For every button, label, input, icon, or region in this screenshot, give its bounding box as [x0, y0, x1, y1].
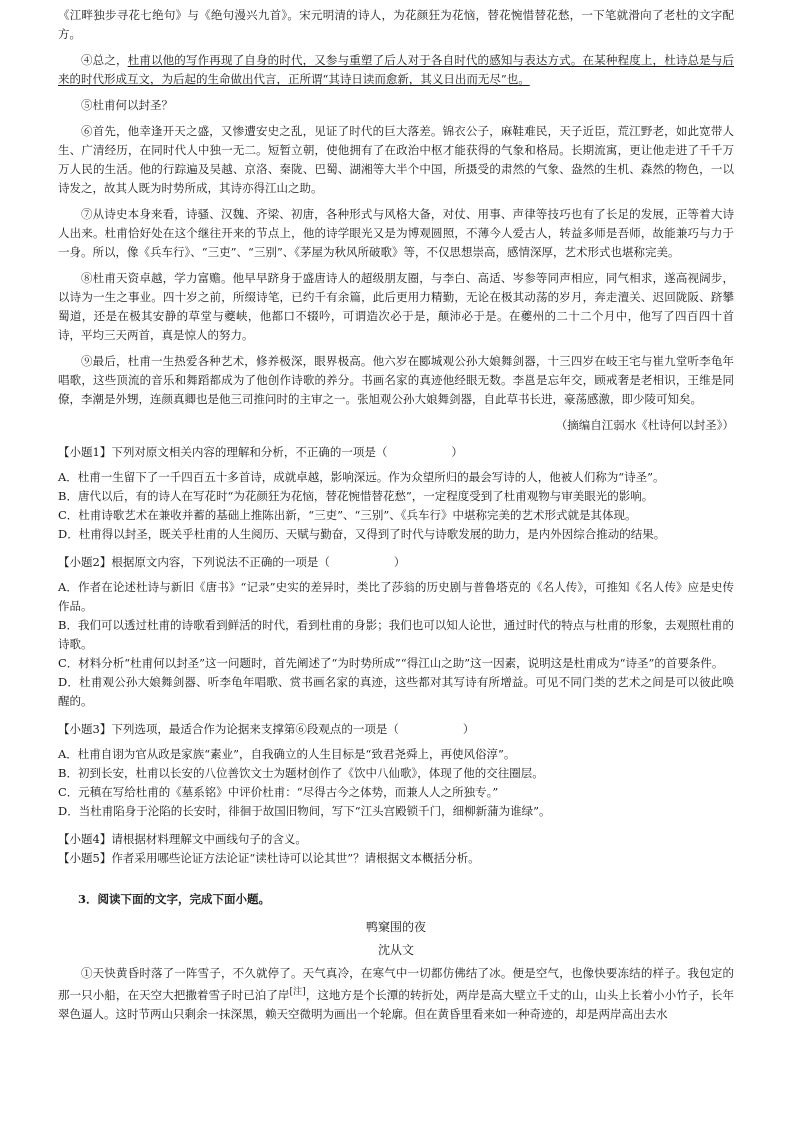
story-author: 沈从文	[377, 943, 414, 957]
question-4: 【小题4】请根据材料理解文中画线句子的含义。	[58, 832, 307, 846]
source-citation: （摘编自江弱水《杜诗何以封圣》）	[555, 418, 734, 432]
passage-top-paragraph: 《江畔独步寻花七绝句》与《绝句漫兴九首》。宋元明清的诗人，为花颜狂为花恼，替花惋惜替花愁，一下笔就滑向了老杜的文字配方。	[58, 8, 734, 41]
question-1-option-d: D．杜甫得以封圣，既关乎杜甫的人生阅历、天赋与勤奋，又得到了时代与诗歌发展的助力，是内外因综合推动的结果。	[58, 527, 666, 541]
question-3-stem-text: 【小题3】下列选项，最适合作为论据来支撑第⑥段观点的一项是（	[58, 722, 399, 736]
paragraph-5-question: ⑤杜甫何以封圣？	[81, 98, 173, 112]
paragraph-6: ⑥首先，他幸逢开天之盛，又惨遭安史之乱，见证了时代的巨大落差。锦衣公子，麻鞋难民，天子近臣，荒江野老，如此宽带人生、广清经历，在同时代人中独一无二。短暂立朝，使他拥有了在政治中枢才能获得的气象和格局。长期流寓，更让他走进了千千万万人民的生活。他的行踪遍及吴越、京洛、秦陇、巴蜀、湖湘等大半个中国，所摄受的肃然的气象、盎然的生机、森然的物色，一以诗发之，故其人既为时势所成，其诗亦得江山之助。	[58, 124, 734, 195]
paragraph-9: ⑨最后，杜甫一生热爱各种艺术，修养极深，眼界极高。他六岁在郾城观公孙大娘舞剑器，十三四岁在岐王宅与崔九堂听李龟年唱歌，这些顶流的音乐和舞蹈都成为了他创作诗歌的养分。书画名家的真迹他经眼无数。李邕是忘年交，顾戒奢是老相识，王维是同僚，李潮是外甥，连颜真卿也是他三司推问时的主审之一。张旭观公孙大娘舞剑器，自此草书长进，豪荡感激，即少陵可知矣。	[58, 354, 734, 406]
story-paragraph-1-text-b: ，这地方是个长潭的转折处，两岸是高大壁立千丈的山，山头上长着小小竹子，长年翠色逼人。这时节两山只剩余一抹深黑，赖天空微明为画出一个轮廓。但在黄昏里看来如一种奇迹的，却是两岸高出去水	[58, 987, 735, 1021]
footnote-marker: [注]	[289, 987, 306, 997]
story-paragraph-1	[58, 964, 734, 1024]
paragraph-4-lead: ④总之，	[81, 53, 128, 67]
question-3-option-c: C．元稹在写给杜甫的《墓系铭》中评价杜甫：“尽得古今之体势，而兼人人之所独专。”	[58, 785, 499, 799]
question-3-stem-end: ）	[462, 722, 475, 736]
question-2-option-c: C．材料分析“杜甫何以封圣”这一问题时，首先阐述了“为时势所成”“得江山之助”这一因素，说明这是杜甫成为“诗圣”的首要条件。	[58, 656, 724, 670]
paragraph-4	[58, 51, 734, 89]
question-3-option-b: B．初到长安，杜甫以长安的八位善饮文士为题材创作了《饮中八仙歌》，体现了他的交往圈层。	[58, 766, 544, 780]
question-2	[58, 553, 734, 711]
question-2-option-a: A．作者在论述杜诗与新旧《唐书》“记录”史实的差异时，类比了莎翁的历史剧与普鲁塔克的《名人传》，可推知《名人传》应是史传作品。	[58, 580, 734, 613]
paragraph-8: ⑧杜甫天资卓越，学力富赡。他早早跻身于盛唐诗人的超级朋友圈，与李白、高适、岑参等同声相应，同气相求，遂高视阔步，以诗为一生之事业。四十岁之前，所缀诗笔，已约千有余篇，此后更用力精勤，无论在极其动荡的岁月，奔走澶关、迟回陇阪、跻攀蜀道，还是在极其安静的草堂与夔峡，他都口不辍吟，可谓造次必于是，颠沛必于是。在夔州的二十二个月中，他写了四百四十首诗，平均三天两首，真是惊人的努力。	[58, 271, 734, 342]
question-1-option-b: B．唐代以后，有的诗人在写花时“为花颜狂为花恼，替花惋惜替花愁”，一定程度受到了杜甫观物与审美眼光的影响。	[58, 489, 654, 503]
question-2-option-b: B．我们可以透过杜甫的诗歌看到鲜活的时代，看到杜甫的身影；我们也可以知人论世，通过时代的特点与杜甫的形象，去观照杜甫的诗歌。	[58, 618, 734, 651]
question-2-option-d: D．杜甫观公孙大娘舞剑器、听李龟年唱歌、赏书画名家的真迹，这些都对其写诗有所增益。可见不同门类的艺术之间是可以彼此唤醒的。	[58, 675, 734, 708]
question-3	[58, 720, 734, 821]
story-paragraph-1-text-a: ①天快黄昏时落了一阵雪子，不久就停了。天气真冷，在寒气中一切都仿佛结了冰。便是空气，也像快要冻结的样子。我包定的那一只小船，在天空大把撒着雪子时已泊了岸	[58, 966, 734, 1002]
question-2-stem-text: 【小题2】根据原文内容，下列说法不正确的一项是（	[58, 555, 330, 569]
question-3-option-d: D．当杜甫陷身于沦陷的长安时，徘徊于故国旧物间，写下“江头宫殿锁千门，细柳新蒲为谁绿”。	[58, 804, 551, 818]
question-3-option-a: A．杜甫自诩为官从政是家族“素业”，自我确立的人生目标是“致君尧舜上，再使风俗淳”。	[58, 747, 516, 761]
question-1	[58, 443, 734, 544]
question-1-stem-text: 【小题1】下列对原文相关内容的理解和分析，不正确的一项是（	[58, 445, 388, 459]
question-5: 【小题5】作者采用哪些论证方法论证“读杜诗可以论其世”？请根据文本概括分析。	[58, 851, 480, 865]
story-title: 鸭窠围的夜	[365, 920, 426, 934]
question-1-stem	[58, 443, 734, 462]
question-2-stem-end: ）	[393, 555, 406, 569]
question-1-stem-end: ）	[451, 445, 463, 459]
underlined-sentence-2: 在某种程度上，杜诗总是与后来的时代形成互文，为后起的生命做出代言，正所谓“其诗日读而愈新，其义日出而无尽”也。	[58, 53, 735, 86]
question-1-option-a: A．杜甫一生留下了一千四百五十多首诗，成就卓越，影响深远。作为众望所归的最会写诗的人，他被人们称为“诗圣”。	[58, 470, 665, 484]
paragraph-7: ⑦从诗史本身来看，诗骚、汉魏、齐梁、初唐，各种形式与风格大备，对仗、用事、声律等技巧也有了长足的发展，正等着大诗人出来。杜甫恰好处在这个继往开来的节点上，他的诗学眼光又是为博观圆照，不薄今人爱古人，转益多师是吾师，故能兼巧与力于一身。所以，像《兵车行》、“三吏”、“三别”、《茅屋为秋风所破歌》等，不仅思想崇高，感情深厚，艺术形式也堪称完美。	[58, 207, 734, 259]
question-3-stem	[58, 720, 734, 739]
question-1-option-c: C．杜甫诗歌艺术在兼收并蓄的基础上推陈出新，“三吏”、“三别”、《兵车行》中堪称完美的艺术形式就是其体现。	[58, 508, 637, 522]
section-3-heading: 3．阅读下面的文字，完成下面小题。	[78, 892, 270, 906]
question-2-stem	[58, 553, 734, 572]
underlined-sentence-1: 杜甫以他的写作再现了自身的时代，又参与重塑了后人对于各自时代的感知与表达方式。	[127, 53, 583, 67]
